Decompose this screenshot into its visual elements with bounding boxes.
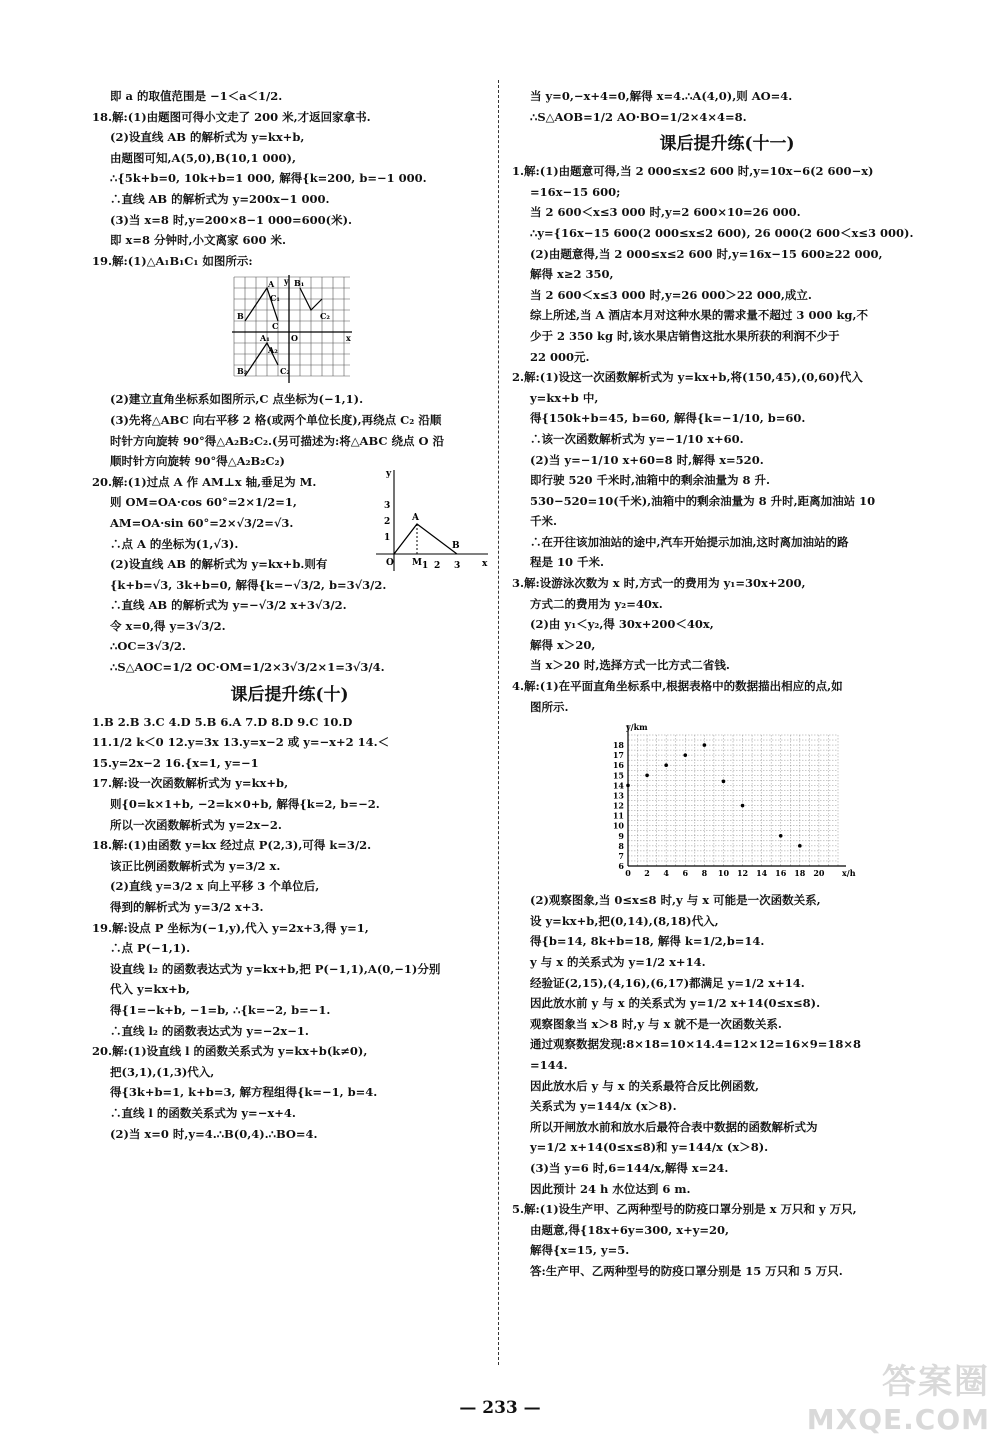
scatter-chart-svg: [602, 721, 856, 886]
grid-label: C₂: [280, 366, 290, 377]
page-number: — 233 —: [459, 1398, 541, 1418]
coord-label: 2: [384, 517, 391, 527]
text-line: (3)先将△ABC 向右平移 2 格(或两个单位长度),再绕点 C₂ 沿顺: [110, 412, 442, 427]
text-line: 代入 y=kx+b,: [110, 982, 190, 997]
text-line: 少于 2 350 kg 时,该水果店销售这批水果所获的利润不少于: [530, 328, 840, 343]
y-tick-label: 18: [612, 740, 624, 751]
text-line: 因此放水前 y 与 x 的关系式为 y=1/2 x+14(0≤x≤8).: [530, 996, 821, 1011]
scatter-chart: [512, 721, 942, 886]
text-line: 18.解:(1)由题图可得小文走了 200 米,才返回家拿书.: [92, 109, 371, 124]
text-line: 由题图可知,A(5,0),B(10,1 000),: [110, 150, 296, 165]
text-line: 得{b=14, 8k+b=18, 解得 k=1/2,b=14.: [530, 934, 765, 949]
y-tick-label: 15: [612, 770, 624, 781]
text-line: ∴该一次函数解析式为 y=−1/10 x+60.: [530, 431, 744, 446]
grid-label: O: [291, 333, 298, 344]
text-line: ∴{5k+b=0, 10k+b=1 000, 解得{k=200, b=−1 000.: [110, 171, 427, 186]
grid-figure: [92, 275, 487, 385]
x-tick-label: 20: [813, 868, 825, 879]
coord-label: 2: [434, 561, 441, 571]
text-line: ∴S△AOC=1/2 OC·OM=1/2×3√3/2×1=3√3/4.: [110, 660, 385, 675]
y-tick-label: 12: [612, 800, 624, 811]
coord-label: A: [412, 513, 419, 523]
text-line: (3)当 x=8 时,y=200×8−1 000=600(米).: [110, 212, 353, 227]
coord-label: 3: [454, 561, 461, 571]
text-line: 图所示.: [530, 699, 569, 714]
text-line: 17.解:设一次函数解析式为 y=kx+b,: [92, 776, 289, 791]
text-line: 综上所述,当 A 酒店本月对这种水果的需求量不超过 3 000 kg,不: [530, 308, 868, 323]
text-line: ∴S△AOB=1/2 AO·BO=1/2×4×4=8.: [530, 109, 747, 124]
text-line: 经验证(2,15),(4,16),(6,17)都满足 y=1/2 x+14.: [530, 975, 805, 990]
text-line: 2.解:(1)设这一次函数解析式为 y=kx+b,将(150,45),(0,60)代入: [512, 370, 863, 385]
x-tick-label: 2: [644, 868, 650, 879]
section-title-10: 课后提升练(十): [230, 684, 349, 705]
text-line: 19.解:设点 P 坐标为(−1,y),代入 y=2x+3,得 y=1,: [92, 920, 369, 935]
text-line: y=kx+b 中,: [530, 390, 599, 405]
coord-label: 3: [384, 501, 391, 511]
text-line: 程是 10 千米.: [530, 555, 605, 570]
text-line: 1.B 2.B 3.C 4.D 5.B 6.A 7.D 8.D 9.C 10.D: [92, 714, 353, 729]
text-line: 即 x=8 分钟时,小文离家 600 米.: [110, 233, 287, 248]
coord-label: 1: [384, 533, 391, 543]
y-tick-label: 8: [618, 841, 624, 852]
y-tick-label: 9: [618, 830, 624, 841]
text-line: 解得 x≥2 350,: [530, 267, 614, 282]
text-line: 20.解:(1)设直线 l 的函数关系式为 y=kx+b(k≠0),: [92, 1044, 368, 1059]
text-line: (2)建立直角坐标系如图所示,C 点坐标为(−1,1).: [110, 392, 364, 407]
text-line: ∴点 A 的坐标为(1,√3).: [110, 536, 239, 551]
y-tick-label: 14: [612, 780, 624, 791]
text-line: 得到的解析式为 y=3/2 x+3.: [110, 900, 264, 914]
x-tick-label: 0: [625, 868, 631, 879]
text-line: 22 000元.: [530, 349, 590, 364]
right-top-block: [512, 86, 942, 127]
right-bottom-block: [512, 890, 942, 1281]
y-tick-label: 7: [618, 851, 624, 862]
text-line: 当 2 600＜x≤3 000 时,y=2 600×10=26 000.: [530, 205, 801, 220]
text-line: 方式二的费用为 y₂=40x.: [530, 596, 663, 611]
watermark: [807, 1354, 990, 1436]
text-line: (2)直线 y=3/2 x 向上平移 3 个单位后,: [110, 879, 320, 894]
text-line: ∴直线 l₂ 的函数表达式为 y=−2x−1.: [110, 1023, 309, 1038]
x-tick-label: 12: [736, 868, 749, 879]
text-line: 由题意,得{18x+6y=300, x+y=20,: [530, 1222, 730, 1237]
text-line: ∴直线 AB 的解析式为 y=−√3/2 x+3√3/2.: [110, 598, 347, 613]
text-line: {k+b=√3, 3k+b=0, 解得{k=−√3/2, b=3√3/2.: [110, 577, 387, 592]
x-tick-label: 8: [701, 868, 708, 879]
grid-label: B₁: [294, 278, 305, 289]
x-tick-label: 16: [775, 868, 787, 879]
text-line: =16x−15 600;: [530, 184, 621, 199]
text-line: 则 OM=OA·cos 60°=2×1/2=1,: [110, 495, 297, 510]
data-point: [722, 780, 726, 784]
text-line: 时针方向旋转 90°得△A₂B₂C₂.(另可描述为:将△ABC 绕点 O 沿: [110, 433, 445, 448]
text-line: 当 y=0,−x+4=0,解得 x=4.∴A(4,0),则 AO=4.: [530, 89, 793, 103]
text-line: 得{1=−k+b, −1=b, ∴{k=−2, b=−1.: [110, 1002, 331, 1017]
y-tick-label: 16: [612, 760, 624, 771]
y-tick-label: 13: [612, 790, 624, 801]
text-line: 当 2 600＜x≤3 000 时,y=26 000＞22 000,成立.: [530, 287, 812, 302]
text-line: 4.解:(1)在平面直角坐标系中,根据表格中的数据描出相应的点,如: [512, 679, 843, 694]
text-line: 因此放水后 y 与 x 的关系最符合反比例函数,: [530, 1078, 760, 1093]
watermark-line1: 答案圈: [882, 1362, 990, 1402]
text-line: (2)当 y=−1/10 x+60=8 时,解得 x=520.: [530, 452, 764, 467]
text-line: 得{3k+b=1, k+b=3, 解方程组得{k=−1, b=4.: [110, 1085, 378, 1100]
text-line: ∴直线 l 的函数关系式为 y=−x+4.: [110, 1105, 296, 1120]
data-point: [683, 754, 687, 758]
coord-label: 1: [422, 561, 429, 571]
grid-label: x: [346, 333, 351, 344]
text-line: ∴y={16x−15 600(2 000≤x≤2 600), 26 000(2 600＜x≤3 000).: [530, 225, 914, 240]
data-point: [645, 774, 649, 778]
x-tick-label: 10: [717, 868, 730, 879]
grid-label: A: [268, 279, 275, 290]
y-tick-label: 17: [612, 750, 624, 761]
text-line: 530−520=10(千米),油箱中的剩余油量为 8 升时,距离加油站 10: [530, 493, 876, 508]
transform-grid-svg: [232, 275, 352, 385]
text-line: (2)观察图象,当 0≤x≤8 时,y 与 x 可能是一次函数关系,: [530, 893, 821, 908]
text-line: 答:生产甲、乙两种型号的防疫口罩分别是 15 万只和 5 万只.: [530, 1263, 843, 1278]
text-line: 5.解:(1)设生产甲、乙两种型号的防疫口罩分别是 x 万只和 y 万只,: [512, 1202, 857, 1217]
grid-label: B: [237, 311, 244, 322]
text-line: (2)设直线 AB 的解析式为 y=kx+b.则有: [110, 557, 328, 572]
text-line: 当 x＞20 时,选择方式一比方式二省钱.: [530, 658, 730, 673]
text-line: 所以开闸放水前和放水后最符合表中数据的函数解析式为: [530, 1119, 818, 1134]
text-line: 15.y=2x−2 16.{x=1, y=−1: [92, 755, 259, 770]
x-tick-label: 6: [682, 868, 689, 879]
text-line: 观察图象当 x＞8 时,y 与 x 就不是一次函数关系.: [530, 1016, 782, 1031]
text-line: 11.1/2 k＜0 12.y=3x 13.y=x−2 或 y=−x+2 14.＜: [92, 735, 390, 750]
watermark-line2: MXQE.COM: [806, 1403, 990, 1436]
data-point: [741, 804, 745, 808]
text-line: 即行驶 520 千米时,油箱中的剩余油量为 8 升.: [530, 473, 771, 488]
text-line: 解得{x=15, y=5.: [530, 1243, 630, 1258]
y-tick-label: 11: [612, 810, 624, 821]
text-line: 该正比例函数解析式为 y=3/2 x.: [110, 858, 281, 873]
text-line: (2)由题意得,当 2 000≤x≤2 600 时,y=16x−15 600≥22 000,: [530, 246, 883, 261]
coord-label: B: [452, 541, 460, 551]
grid-label: C₂: [320, 311, 330, 322]
grid-label: y: [284, 276, 289, 287]
right-column: [512, 86, 942, 1282]
data-point: [798, 844, 802, 848]
text-line: 把(3,1),(1,3)代入,: [110, 1064, 215, 1079]
text-line: 设直线 l₂ 的函数表达式为 y=kx+b,把 P(−1,1),A(0,−1)分别: [110, 961, 441, 976]
x-tick-label: 4: [663, 868, 669, 879]
text-line: 令 x=0,得 y=3√3/2.: [110, 618, 226, 633]
text-line: 千米.: [530, 514, 558, 529]
text-line: (3)当 y=6 时,6=144/x,解得 x=24.: [530, 1160, 729, 1175]
data-point: [626, 784, 630, 788]
x-tick-label: 18: [794, 868, 806, 879]
text-line: y=1/2 x+14(0≤x≤8)和 y=144/x (x＞8).: [530, 1140, 769, 1155]
text-line: 设 y=kx+b,把(0,14),(8,18)代入,: [530, 913, 719, 928]
text-line: (2)当 x=0 时,y=4.∴B(0,4).∴BO=4.: [110, 1126, 318, 1141]
text-line: 关系式为 y=144/x (x＞8).: [530, 1099, 677, 1114]
right-mid-block: [512, 161, 942, 717]
text-line: 得{150k+b=45, b=60, 解得{k=−1/10, b=60.: [530, 411, 806, 426]
text-line: 所以一次函数解析式为 y=2x−2.: [110, 817, 282, 832]
text-line: ∴直线 AB 的解析式为 y=200x−1 000.: [110, 191, 330, 206]
data-point: [664, 764, 668, 768]
text-line: (2)设直线 AB 的解析式为 y=kx+b,: [110, 130, 305, 145]
left-column: [92, 86, 487, 1144]
y-tick-label: 10: [612, 820, 624, 831]
column-divider: [498, 80, 499, 1365]
text-line: 18.解:(1)由函数 y=kx 经过点 P(2,3),可得 k=3/2.: [92, 838, 372, 853]
text-line: 20.解:(1)过点 A 作 AM⊥x 轴,垂足为 M.: [92, 474, 317, 489]
grid-label: C₁: [270, 293, 280, 304]
x-axis-label: x/h: [842, 868, 856, 879]
grid-label: A₁: [260, 333, 270, 344]
y-tick-label: 6: [618, 861, 624, 872]
text-line: 即 a 的取值范围是 −1＜a＜1/2.: [110, 89, 283, 103]
grid-label: C: [272, 321, 279, 332]
text-line: 通过观察数据发现:8×18=10×14.4=12×12=16×9=18×8: [530, 1037, 862, 1052]
coord-label: y: [386, 469, 392, 479]
text-line: 3.解:设游泳次数为 x 时,方式一的费用为 y₁=30x+200,: [512, 576, 806, 591]
data-point: [703, 743, 707, 747]
coord-label: M: [412, 558, 422, 568]
left-top-block: [92, 86, 487, 271]
text-line: 顺时针方向旋转 90°得△A₂B₂C₂): [110, 454, 285, 469]
y-axis-label: y/km: [626, 722, 648, 733]
data-point: [779, 834, 783, 838]
coord-label: x: [482, 559, 488, 569]
text-line: 解得 x＞20,: [530, 637, 596, 652]
text-line: 因此预计 24 h 水位达到 6 m.: [530, 1181, 691, 1196]
text-line: ∴在开往该加油站的途中,汽车开始提示加油,这时离加油站的路: [530, 534, 849, 549]
text-line: ∴点 P(−1,1).: [110, 941, 191, 956]
section-title-11: 课后提升练(十一): [659, 134, 795, 155]
text-line: 19.解:(1)△A₁B₁C₁ 如图所示:: [92, 253, 253, 268]
grid-label: A₂: [268, 345, 278, 356]
grid-label: B₂: [237, 366, 248, 377]
text-line: (2)由 y₁＜y₂,得 30x+200＜40x,: [530, 617, 714, 632]
left-bottom-block: [92, 712, 487, 1144]
coord-label: O: [386, 558, 394, 568]
text-line: AM=OA·sin 60°=2×√3/2=√3.: [110, 515, 294, 530]
text-line: 1.解:(1)由题意可得,当 2 000≤x≤2 600 时,y=10x−6(2 600−x): [512, 164, 874, 179]
text-line: 则{0=k×1+b, −2=k×0+b, 解得{k=2, b=−2.: [110, 797, 380, 812]
coordinate-figure-svg: [372, 466, 492, 576]
text-line: y 与 x 的关系式为 y=1/2 x+14.: [530, 955, 706, 969]
x-tick-label: 14: [756, 868, 768, 879]
text-line: =144.: [530, 1057, 568, 1072]
text-line: ∴OC=3√3/2.: [110, 639, 186, 654]
